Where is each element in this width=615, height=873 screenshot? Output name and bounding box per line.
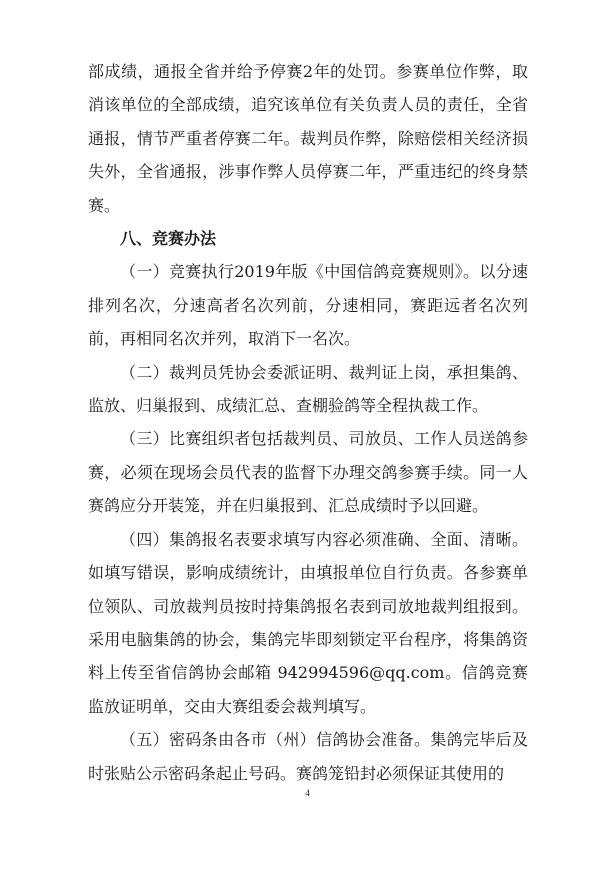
paragraph-rule-2: （二）裁判员凭协会委派证明、裁判证上岗，承担集鸽、监放、归巢报到、成绩汇总、查棚验鸽等全程执裁工作。 bbox=[88, 362, 528, 416]
paragraph-rule-1: （一）竞赛执行2019年版《中国信鸽竞赛规则》。以分速排列名次，分速高者名次列前，分速相同，赛距远者名次列前，再相同名次并列，取消下一名次。 bbox=[88, 262, 528, 349]
paragraph-rule-4: （四）集鸽报名表要求填写内容必须准确、全面、清晰。如填写错误，影响成绩统计，由填报单位自行负责。各参赛单位领队、司放裁判员按时持集鸽报名表到司放地裁判组报到。采用电脑集鸽的协会，集鸽完毕即刻锁定平台程序，将集鸽资料上传至省信鸽协会邮箱 942994596@qq.com。信鸽竞赛监放证明单，交由大赛组委会裁判填写。 bbox=[88, 529, 528, 716]
paragraph-rule-5: （五）密码条由各市（州）信鸽协会准备。集鸽完毕后及时张贴公示密码条起止号码。赛鸽笼铅封必须保证其使用的 bbox=[88, 730, 528, 783]
paragraph-rule-3: （三）比赛组织者包括裁判员、司放员、工作人员送鸽参赛，必须在现场会员代表的监督下办理交鸽参赛手续。同一人赛鸽应分开装笼，并在归巢报到、汇总成绩时予以回避。 bbox=[88, 429, 528, 516]
paragraph-penalties: 部成绩，通报全省并给予停赛2年的处罚。参赛单位作弊，取消该单位的全部成绩，追究该单位有关负责人员的责任，全省通报，情节严重者停赛二年。裁判员作弊，除赔偿相关经济损失外，全省通报，涉事作弊人员停赛二年，严重违纪的终身禁赛。 bbox=[88, 62, 528, 215]
section-heading: 八、竞赛办法 bbox=[120, 229, 217, 249]
page-number: 4 bbox=[305, 788, 310, 798]
document-body bbox=[88, 55, 528, 790]
